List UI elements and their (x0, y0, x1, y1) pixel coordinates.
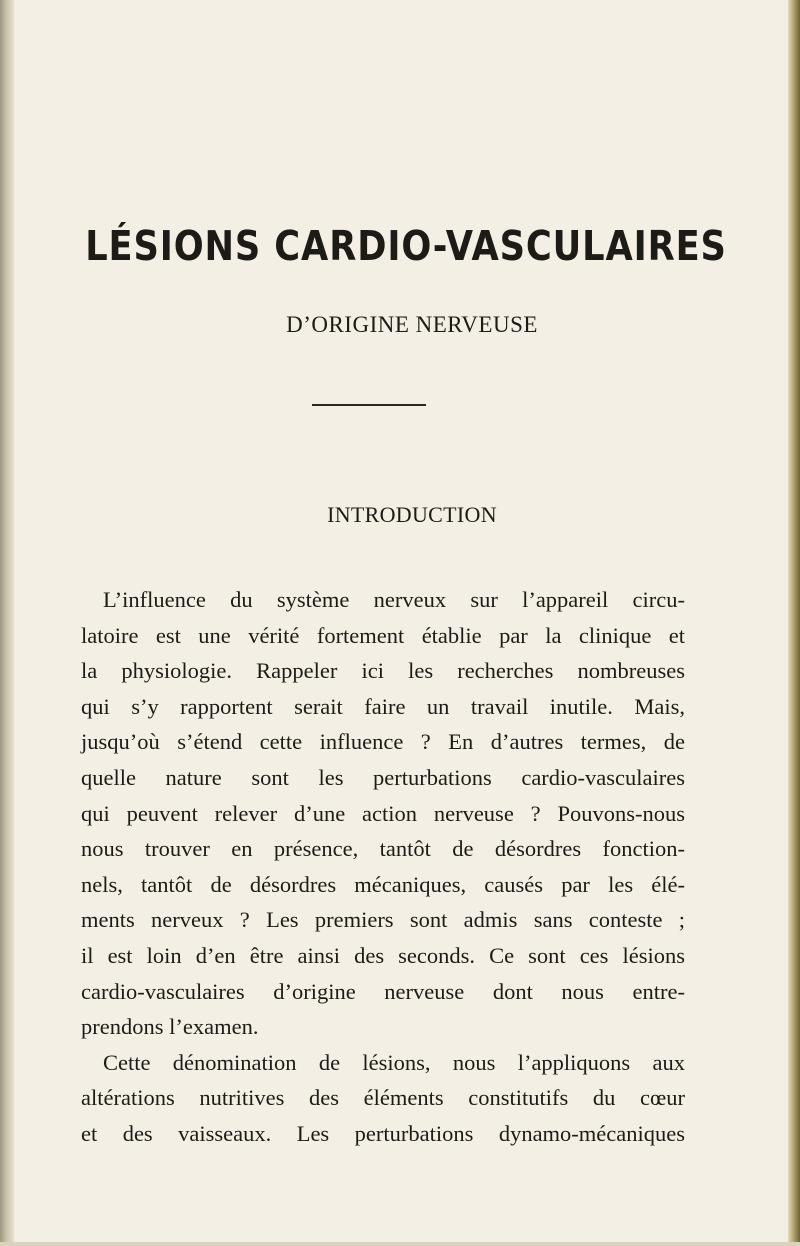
body-line: latoire est une vérité fortement établie par la clinique et (81, 622, 685, 648)
body-line: et des vaisseaux. Les perturbations dynamo-mécaniques (81, 1120, 685, 1146)
body-paragraphs (81, 582, 685, 1152)
body-line: jusqu’où s’étend cette influence ? En d’autres termes, de (81, 729, 685, 755)
body-line: altérations nutritives des éléments constitutifs du cœur (81, 1085, 685, 1111)
body-line: L’influence du système nerveux sur l’appareil circu- (103, 587, 685, 612)
body-line: il est loin d’en être ainsi des seconds. Ce sont ces lésions (81, 942, 685, 968)
page-bottom-edge (0, 1242, 800, 1246)
body-line: Cette dénomination de lésions, nous l’appliquons aux (103, 1049, 685, 1075)
body-line: nous trouver en présence, tantôt de désordres fonction- (81, 836, 685, 862)
body-line: quelle nature sont les perturbations cardio-vasculaires (81, 764, 685, 790)
section-heading: INTRODUCTION (327, 502, 497, 527)
body-line: la physiologie. Rappeler ici les recherches nombreuses (81, 658, 685, 684)
page-right-edge-shadow (788, 0, 800, 1246)
page-left-edge-shadow (0, 0, 14, 1246)
body-line: qui peuvent relever d’une action nerveuse ? Pouvons-nous (81, 800, 685, 826)
chapter-subtitle: D’ORIGINE NERVEUSE (286, 312, 538, 337)
title-separator-rule (312, 404, 426, 406)
body-line: cardio-vasculaires d’origine nerveuse dont nous entre- (81, 978, 685, 1004)
body-line: nels, tantôt de désordres mécaniques, causés par les élé- (81, 871, 685, 897)
body-line: ments nerveux ? Les premiers sont admis sans conteste ; (81, 907, 685, 933)
body-line: prendons l’examen. (81, 1014, 259, 1040)
chapter-title: LÉSIONS CARDIO-VASCULAIRES (85, 222, 727, 270)
body-line: qui s’y rapportent serait faire un travail inutile. Mais, (81, 693, 685, 719)
